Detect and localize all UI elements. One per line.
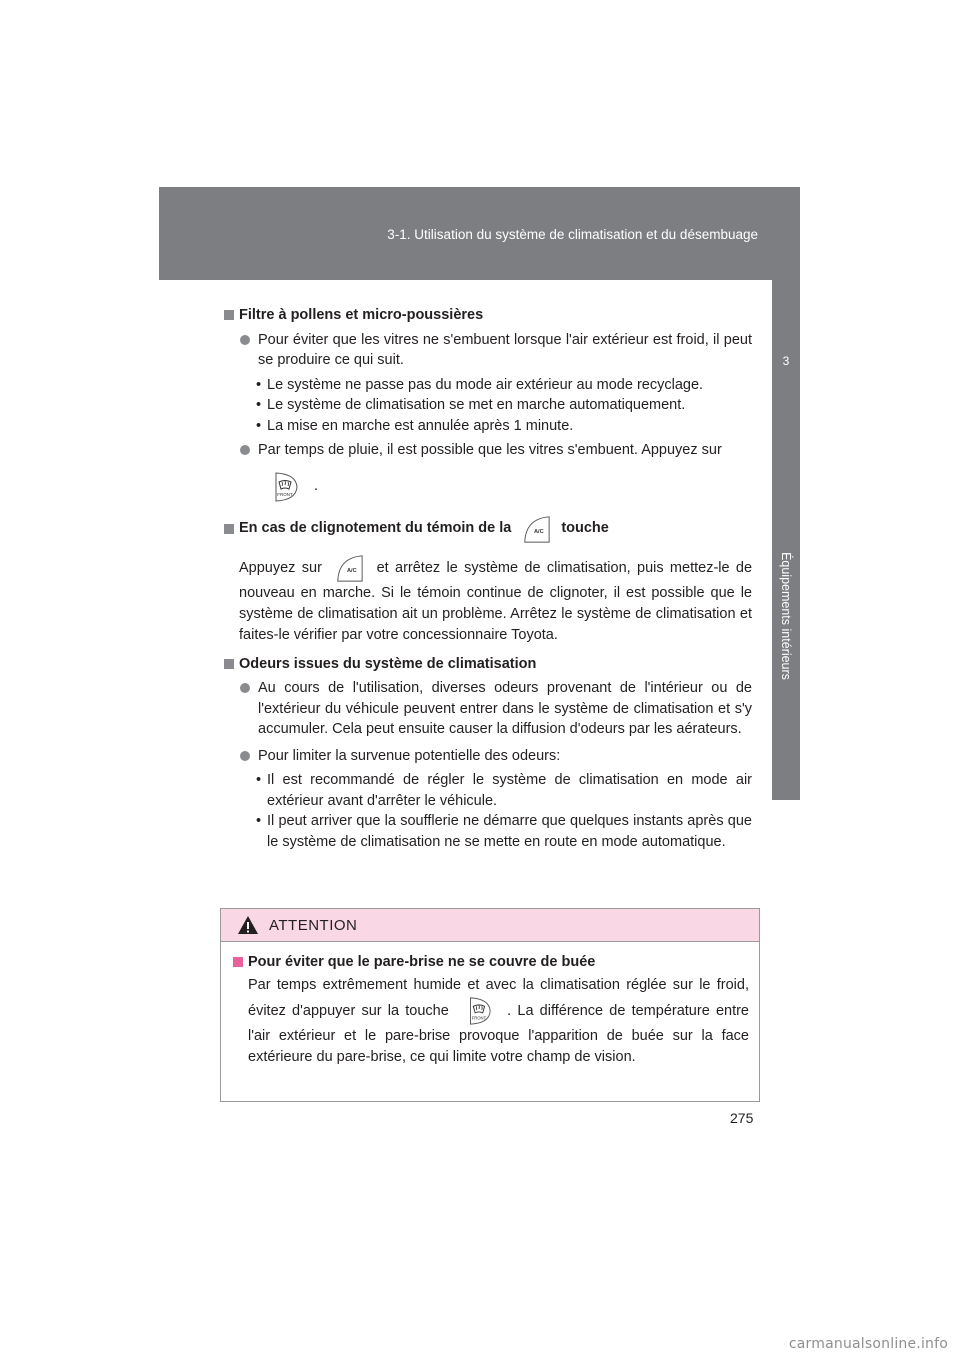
- ac-button-icon: [521, 514, 551, 544]
- chapter-label: Équipements intérieurs: [779, 552, 793, 680]
- warning-triangle-icon: [237, 915, 259, 935]
- square-bullet-icon: [224, 310, 234, 320]
- square-bullet-icon: [233, 957, 243, 967]
- sub-list-item: • Le système ne passe pas du mode air extérieur au mode recyclage.: [222, 375, 752, 396]
- chapter-title: 3-1. Utilisation du système de climatisation et du désembuage: [387, 227, 758, 242]
- chapter-number: 3: [782, 354, 790, 368]
- attention-box: [220, 908, 760, 1102]
- sub-list-item: • Le système de climatisation se met en marche automatiquement.: [222, 395, 752, 416]
- sub-list-item: • La mise en marche est annulée après 1 minute.: [222, 416, 752, 437]
- defroster-icon-label: FRONT: [277, 491, 293, 497]
- round-bullet-icon: [240, 751, 250, 761]
- round-bullet-icon: [240, 335, 250, 345]
- ac-icon-label: A/C: [347, 567, 357, 574]
- bullet-item: Par temps de pluie, il est possible que les vitres s'embuent. Appuyez sur: [222, 440, 752, 461]
- bullet-item: Pour limiter la survenue potentielle des odeurs:: [222, 746, 752, 767]
- section-heading-odors: Odeurs issues du système de climatisation: [222, 654, 752, 675]
- section-heading-blink: En cas de clignotement du témoin de la A/C touche: [222, 517, 752, 541]
- chapter-side-tab[interactable]: [772, 280, 800, 800]
- attention-header: [221, 909, 759, 942]
- square-bullet-icon: [224, 659, 234, 669]
- chapter-header: [159, 187, 800, 280]
- site-watermark: carmanualsonline.info: [788, 1336, 948, 1352]
- main-content: [222, 305, 752, 852]
- sub-list-item: • Il est recommandé de régler le système de climatisation en mode air extérieur avant d'arrêter le véhicule.: [222, 770, 752, 811]
- blink-paragraph: Appuyez sur A/C et arrêtez le système de climatisation, puis mettez-le de nouveau en marche. Si le témoin continue de clignoter, il est possible que le système de climatisation ait un problème. Arrêtez le système de climatisation et faites-le vérifier par votre concessionnaire Toyota.: [222, 553, 752, 646]
- page-number: 275: [730, 1110, 754, 1126]
- section-heading-pollen: Filtre à pollens et micro-poussières: [222, 305, 752, 326]
- attention-title: ATTENTION: [269, 916, 358, 934]
- ac-icon-label: A/C: [534, 528, 544, 535]
- attention-paragraph: Par temps extrêmement humide et avec la climatisation réglée sur le froid, évitez d'appuyer sur la touche FRONT . La différence de température entre l'air extérieur et le pare-brise provoque l'apparition de buée sur la face extérieure du pare-brise, ce qui limite votre champ de vision.: [248, 976, 749, 1065]
- round-bullet-icon: [240, 445, 250, 455]
- attention-body: [221, 942, 759, 1068]
- attention-heading: Pour éviter que le pare-brise ne se couvre de buée: [231, 952, 749, 973]
- sub-list-item: • Il peut arriver que la soufflerie ne démarre que quelques instants après que le système de climatisation ne se mette en route en mode automatique.: [222, 811, 752, 852]
- icon-line: FRONT .: [222, 465, 752, 509]
- bullet-item: Pour éviter que les vitres ne s'embuent lorsque l'air extérieur est froid, il peut se produire ce qui suit.: [222, 330, 752, 371]
- defroster-icon-label: FRONT: [471, 1014, 487, 1020]
- front-defroster-button-icon: [463, 996, 493, 1026]
- square-bullet-icon: [224, 524, 234, 534]
- ac-button-icon: [334, 553, 364, 583]
- round-bullet-icon: [240, 683, 250, 693]
- front-defroster-button-icon: [268, 471, 300, 503]
- bullet-item: Au cours de l'utilisation, diverses odeurs provenant de l'intérieur ou de l'extérieur du véhicule peuvent entrer dans le système de climatisation et s'y accumuler. Cela peut ensuite causer la diffusion d'odeurs par les aérateurs.: [222, 678, 752, 740]
